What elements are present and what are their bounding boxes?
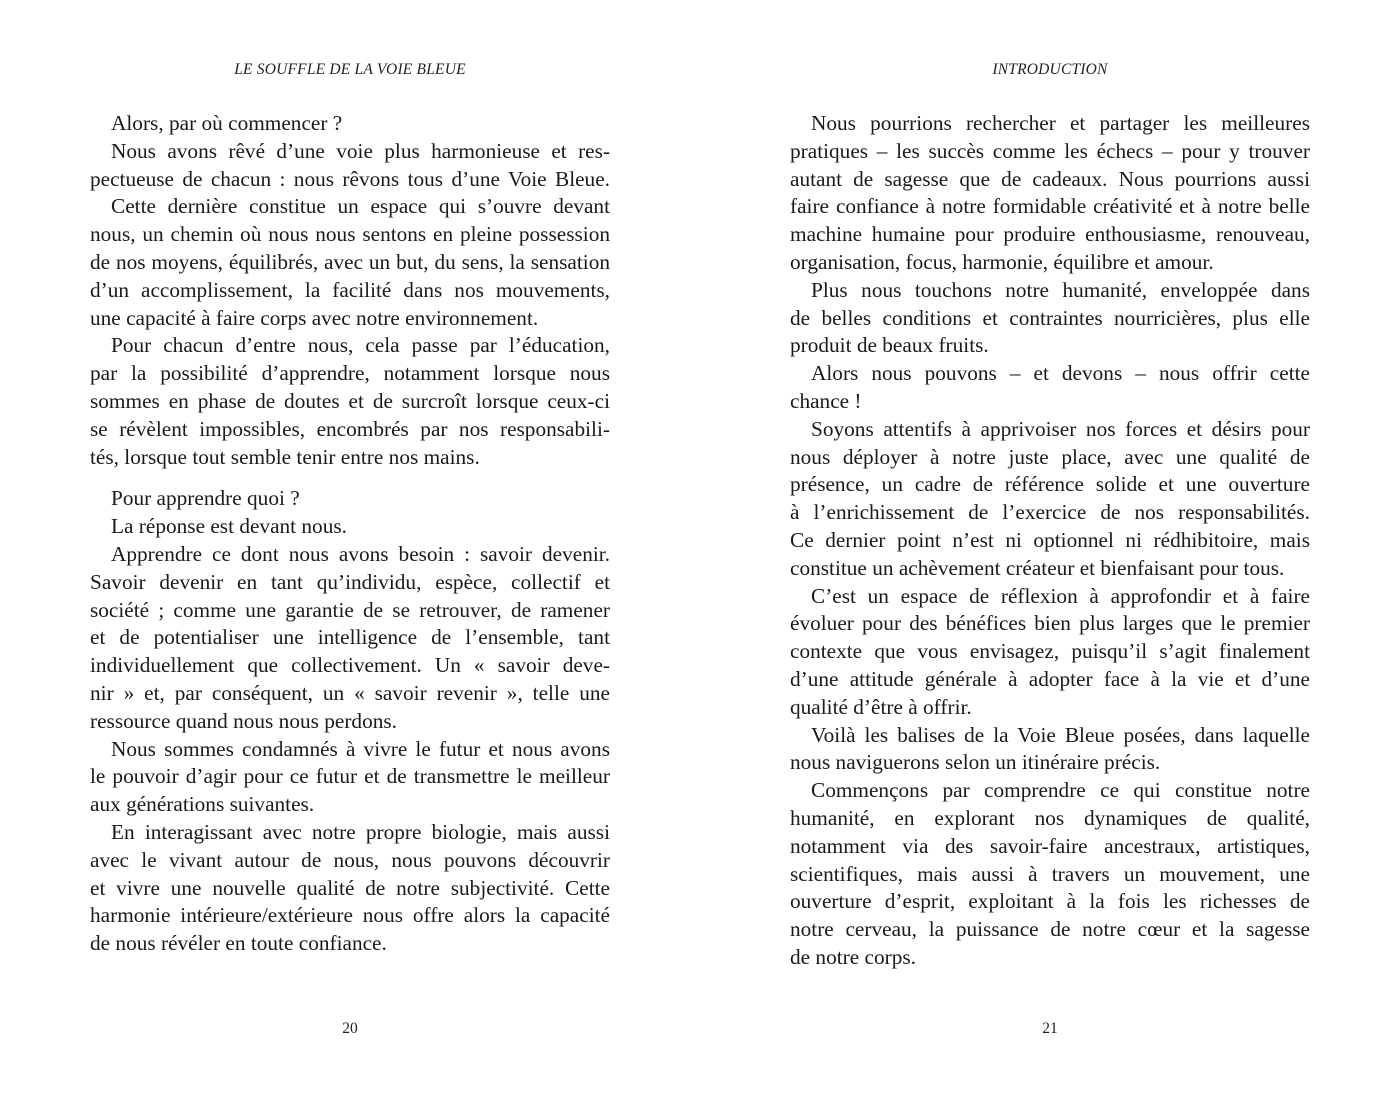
- running-head: LE SOUFFLE DE LA VOIE BLEUE: [234, 61, 466, 78]
- text-line: faire confiance à notre formidable créativité et à notre belle: [790, 194, 1310, 219]
- text-line: ressource quand nous nous perdons.: [90, 708, 397, 733]
- text-line: de nos moyens, équilibrés, avec un but, du sens, la sensation: [90, 249, 610, 274]
- text-line: de belles conditions et contraintes nourricières, plus elle: [790, 305, 1310, 330]
- text-line: avec le vivant autour de nous, nous pouvons découvrir: [90, 847, 610, 872]
- page-number: 21: [1042, 1020, 1058, 1037]
- text-line: contexte que vous envisagez, puisqu’il s’agit finalement: [790, 639, 1310, 664]
- text-line: nir » et, par conséquent, un « savoir revenir », telle une: [90, 680, 610, 705]
- running-head: INTRODUCTION: [992, 61, 1108, 78]
- page-number: 20: [342, 1020, 358, 1037]
- text-line: qualité d’être à offrir.: [790, 694, 972, 719]
- text-line: et de potentialiser une intelligence de l’ensemble, tant: [90, 625, 610, 650]
- text-line: évoluer pour des bénéfices bien plus larges que le premier: [790, 611, 1310, 636]
- text-line: Soyons attentifs à apprivoiser nos forces et désirs pour: [811, 416, 1310, 441]
- text-line: nous, un chemin où nous nous sentons en pleine possession: [90, 222, 610, 247]
- text-line: présence, un cadre de référence solide et une ouverture: [790, 472, 1310, 497]
- text-line: société ; comme une garantie de se retrouver, de ramener: [90, 597, 610, 622]
- text-line: La réponse est devant nous.: [111, 514, 347, 539]
- text-line: se révèlent impossibles, encombrés par nos responsabili-: [90, 416, 610, 441]
- text-line: de nous révéler en toute confiance.: [90, 931, 387, 956]
- text-line: Alors nous pouvons – et devons – nous offrir cette: [811, 361, 1310, 386]
- text-line: Alors, par où commencer ?: [111, 111, 343, 135]
- text-line: tés, lorsque tout semble tenir entre nos mains.: [90, 444, 480, 469]
- text-line: nous naviguerons selon un itinéraire précis.: [790, 750, 1161, 775]
- text-line: humanité, en explorant nos dynamiques de qualité,: [790, 805, 1310, 830]
- text-line: Cette dernière constitue un espace qui s’ouvre devant: [111, 194, 610, 219]
- text-line: de notre corps.: [790, 944, 916, 969]
- text-line: Savoir devenir en tant qu’individu, espèce, collectif et: [90, 569, 610, 594]
- left-page: [90, 0, 610, 1115]
- text-line: chance !: [790, 388, 862, 413]
- text-line: Plus nous touchons notre humanité, enveloppée dans: [811, 277, 1310, 302]
- text-line: En interagissant avec notre propre biologie, mais aussi: [111, 819, 610, 844]
- text-line: harmonie intérieure/extérieure nous offre alors la capacité: [90, 903, 610, 928]
- text-line: produit de beaux fruits.: [790, 333, 989, 358]
- text-line: Apprendre ce dont nous avons besoin : savoir devenir.: [111, 541, 610, 566]
- text-line: C’est un espace de réflexion à approfondir et à faire: [811, 583, 1310, 608]
- body-text: [90, 110, 610, 958]
- text-line: Nous avons rêvé d’une voie plus harmonieuse et res-: [111, 138, 610, 163]
- text-line: Commençons par comprendre ce qui constitue notre: [811, 778, 1310, 803]
- text-line: Voilà les balises de la Voie Bleue posées, dans laquelle: [811, 722, 1310, 747]
- text-line: notre cerveau, la puissance de notre cœur et la sagesse: [790, 917, 1310, 942]
- text-line: individuellement que collectivement. Un « savoir deve-: [90, 653, 610, 678]
- text-line: Pour apprendre quoi ?: [111, 486, 300, 511]
- text-line: notamment via des savoir-faire ancestraux, artistiques,: [790, 833, 1310, 858]
- text-line: à l’enrichissement de l’exercice de nos responsabilités.: [790, 500, 1310, 525]
- text-line: d’une attitude générale à adopter face à la vie et d’une: [790, 666, 1310, 691]
- text-line: constitue un achèvement créateur et bienfaisant pour tous.: [790, 555, 1285, 580]
- text-line: scientifiques, mais aussi à travers un mouvement, une: [790, 861, 1310, 886]
- text-line: une capacité à faire corps avec notre environnement.: [90, 305, 539, 330]
- text-line: aux générations suivantes.: [90, 792, 315, 817]
- text-line: et vivre une nouvelle qualité de notre subjectivité. Cette: [90, 875, 610, 900]
- text-line: sommes en phase de doutes et de surcroît lorsque ceux-ci: [90, 388, 610, 413]
- body-text: [790, 110, 1310, 972]
- text-line: d’un accomplissement, la facilité dans nos mouvements,: [90, 277, 610, 302]
- right-page: [790, 0, 1310, 1115]
- text-line: nous déployer à notre juste place, avec une qualité de: [790, 444, 1310, 469]
- text-line: ouverture d’esprit, exploitant à la fois les richesses de: [790, 889, 1310, 914]
- text-line: pratiques – les succès comme les échecs – pour y trouver: [790, 138, 1310, 163]
- text-line: par la possibilité d’apprendre, notamment lorsque nous: [90, 361, 610, 386]
- text-line: le pouvoir d’agir pour ce futur et de transmettre le meilleur: [90, 764, 610, 789]
- text-line: Nous pourrions rechercher et partager les meilleures: [811, 111, 1310, 135]
- text-line: machine humaine pour produire enthousiasme, renouveau,: [790, 222, 1310, 247]
- section-break: [90, 471, 610, 485]
- text-line: pectueuse de chacun : nous rêvons tous d’une Voie Bleue.: [90, 166, 610, 191]
- text-line: organisation, focus, harmonie, équilibre et amour.: [790, 249, 1214, 274]
- text-line: autant de sagesse que de cadeaux. Nous pourrions aussi: [790, 166, 1310, 191]
- text-line: Pour chacun d’entre nous, cela passe par l’éducation,: [111, 333, 610, 358]
- text-line: Ce dernier point n’est ni optionnel ni rédhibitoire, mais: [790, 527, 1310, 552]
- text-line: Nous sommes condamnés à vivre le futur et nous avons: [111, 736, 610, 761]
